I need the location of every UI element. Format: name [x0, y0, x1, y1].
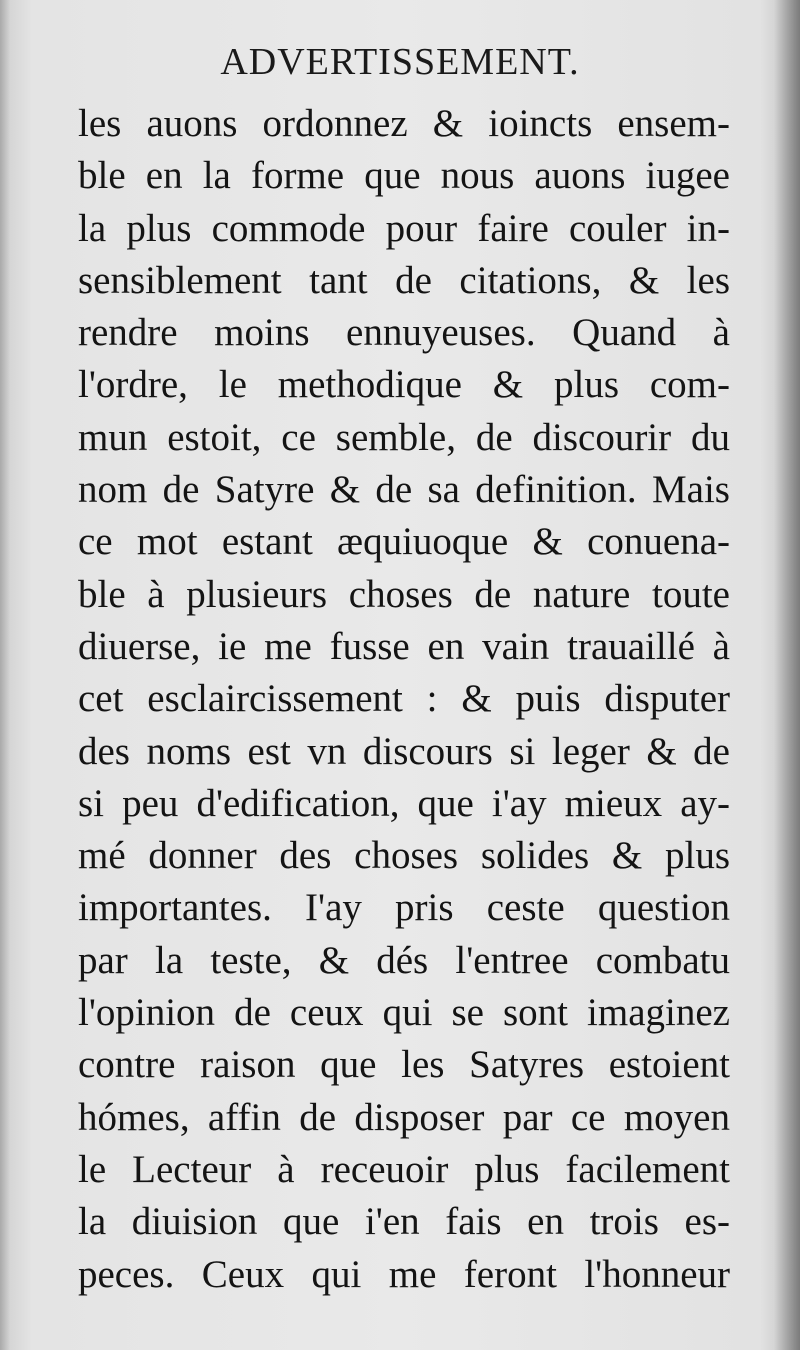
text-line: des noms est vn discours si leger & de — [78, 729, 730, 773]
text-line: hómes, affin de disposer par ce moyen — [78, 1095, 730, 1139]
text-line: peces. Ceux qui me feront l'honneur — [78, 1252, 730, 1296]
spine-shadow — [774, 0, 800, 1350]
text-line: ble à plusieurs choses de nature toute — [78, 572, 730, 616]
text-line: par la teste, & dés l'entree combatu — [78, 938, 730, 982]
body-text — [78, 98, 730, 1301]
text-line: les auons ordonnez & ioincts ensem- — [78, 102, 730, 145]
text-line: cet esclaircissement : & puis disputer — [78, 677, 730, 721]
text-line: le Lecteur à receuoir plus facilement — [78, 1147, 730, 1191]
text-line: ce mot estant æquiuoque & conuena- — [78, 520, 730, 564]
page-left-edge — [0, 0, 10, 1350]
text-line: mé donner des choses solides & plus — [78, 834, 730, 878]
text-line: sensiblement tant de citations, & les — [78, 258, 730, 302]
text-line: si peu d'edification, que i'ay mieux ay- — [78, 781, 730, 825]
running-head: ADVERTISSEMENT. — [220, 41, 580, 83]
text-line: la diuision que i'en fais en trois es- — [78, 1200, 730, 1244]
text-line: l'ordre, le methodique & plus com- — [78, 363, 730, 407]
text-line: importantes. I'ay pris ceste question — [78, 886, 730, 930]
text-line: diuerse, ie me fusse en vain trauaillé à — [78, 624, 730, 668]
text-line: l'opinion de ceux qui se sont imaginez — [78, 991, 730, 1035]
text-line: contre raison que les Satyres estoient — [78, 1043, 730, 1087]
text-line: rendre moins ennuyeuses. Quand à — [78, 311, 730, 355]
text-line: nom de Satyre & de sa definition. Mais — [78, 468, 730, 512]
text-line: la plus commode pour faire couler in- — [78, 206, 730, 250]
text-line: mun estoit, ce semble, de discourir du — [78, 415, 730, 459]
text-line: ble en la forme que nous auons iugee — [78, 154, 730, 198]
